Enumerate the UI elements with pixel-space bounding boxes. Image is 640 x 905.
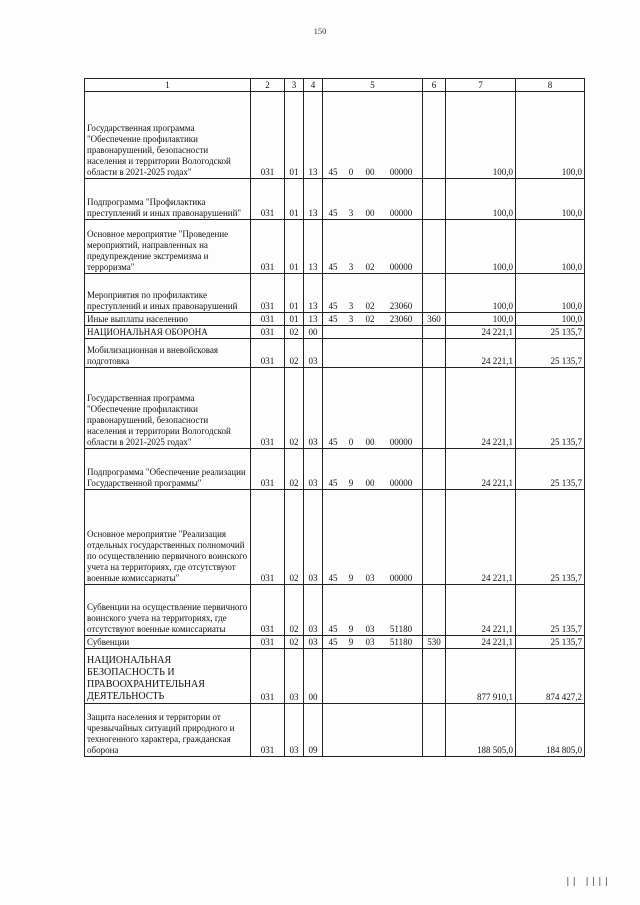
code-part-activity: 02 <box>365 314 375 324</box>
subsection-code-cell: 00 <box>304 326 323 339</box>
table-row <box>85 326 585 339</box>
code-part-program: 45 <box>328 301 338 311</box>
subsection-code-cell: 09 <box>304 704 323 757</box>
expense-type-cell <box>423 368 446 449</box>
admin-code-cell: 031 <box>251 490 285 585</box>
amount-year2-cell: 874 427,2 <box>516 649 585 704</box>
header-cell: 4 <box>304 79 323 92</box>
target-article-cell <box>323 490 423 585</box>
expense-type-cell: 360 <box>423 313 446 326</box>
code-part-program: 45 <box>328 167 338 177</box>
target-article-code <box>325 478 420 489</box>
amount-year1-cell: 24 221,1 <box>446 585 516 636</box>
code-part-activity: 00 <box>365 167 375 177</box>
target-article-cell <box>323 313 423 326</box>
code-part-subprogram: 0 <box>348 437 354 447</box>
amount-year2-cell: 25 135,7 <box>516 636 585 649</box>
code-part-activity: 02 <box>365 301 375 311</box>
row-name-cell: Государственная программа "Обеспечение профилактики правонарушений, безопасности населения и территории Вологодской области в 2021-2025 годах" <box>85 368 251 449</box>
section-code-cell: 02 <box>285 449 304 490</box>
amount-year2-cell: 25 135,7 <box>516 326 585 339</box>
code-part-direction: 00000 <box>389 437 413 447</box>
amount-year2-cell: 100,0 <box>516 179 585 220</box>
target-article-cell <box>323 179 423 220</box>
code-part-activity: 03 <box>365 624 375 634</box>
code-part-program: 45 <box>328 637 338 647</box>
amount-year1-cell: 188 505,0 <box>446 704 516 757</box>
subsection-code-cell: 03 <box>304 585 323 636</box>
section-code-cell: 02 <box>285 339 304 368</box>
row-name-cell: Подпрограмма "Обеспечение реализации Государственной программы" <box>85 449 251 490</box>
amount-year2-cell: 25 135,7 <box>516 585 585 636</box>
target-article-code <box>325 262 420 273</box>
expense-type-cell <box>423 179 446 220</box>
subsection-code-cell: 03 <box>304 449 323 490</box>
table-row <box>85 649 585 704</box>
amount-year1-cell: 24 221,1 <box>446 368 516 449</box>
code-part-subprogram: 3 <box>348 301 354 311</box>
header-cell: 2 <box>251 79 285 92</box>
code-part-direction: 23060 <box>389 314 413 324</box>
admin-code-cell: 031 <box>251 585 285 636</box>
row-name-cell: Основное мероприятие "Реализация отдельных государственных полномочий по осуществлению первичного воинского учета на территориях, где отсутствуют военные комиссариаты" <box>85 490 251 585</box>
header-cell: 8 <box>516 79 585 92</box>
expense-type-cell <box>423 220 446 274</box>
expense-type-cell <box>423 92 446 179</box>
code-part-direction: 51180 <box>389 624 413 634</box>
amount-year2-cell: 100,0 <box>516 92 585 179</box>
target-article-cell <box>323 326 423 339</box>
budget-table <box>84 78 585 757</box>
target-article-cell <box>323 649 423 704</box>
expense-type-cell <box>423 449 446 490</box>
amount-year1-cell: 100,0 <box>446 313 516 326</box>
code-part-direction: 00000 <box>389 478 413 488</box>
code-part-subprogram: 9 <box>348 637 354 647</box>
amount-year2-cell: 100,0 <box>516 313 585 326</box>
target-article-cell <box>323 368 423 449</box>
amount-year2-cell: 100,0 <box>516 220 585 274</box>
table-row <box>85 585 585 636</box>
admin-code-cell: 031 <box>251 326 285 339</box>
code-part-subprogram: 3 <box>348 208 354 218</box>
code-part-direction: 51180 <box>389 637 413 647</box>
section-code-cell: 01 <box>285 179 304 220</box>
target-article-cell <box>323 704 423 757</box>
subsection-code-cell: 00 <box>304 649 323 704</box>
admin-code-cell: 031 <box>251 313 285 326</box>
amount-year1-cell: 100,0 <box>446 274 516 313</box>
section-code-cell: 02 <box>285 490 304 585</box>
admin-code-cell: 031 <box>251 339 285 368</box>
subsection-code-cell: 03 <box>304 636 323 649</box>
target-article-cell <box>323 92 423 179</box>
table-row <box>85 368 585 449</box>
target-article-code <box>325 314 420 325</box>
table-row <box>85 179 585 220</box>
target-article-cell <box>323 339 423 368</box>
amount-year1-cell: 24 221,1 <box>446 326 516 339</box>
code-part-subprogram: 3 <box>348 314 354 324</box>
header-cell: 3 <box>285 79 304 92</box>
target-article-code <box>325 301 420 312</box>
table-row <box>85 274 585 313</box>
code-part-activity: 00 <box>365 208 375 218</box>
table-row <box>85 220 585 274</box>
page-number: 150 <box>313 26 327 36</box>
row-name-cell: Мобилизационная и вневойсковая подготовка <box>85 339 251 368</box>
expense-type-cell <box>423 649 446 704</box>
amount-year1-cell: 877 910,1 <box>446 649 516 704</box>
code-part-activity: 00 <box>365 478 375 488</box>
code-part-direction: 00000 <box>389 167 413 177</box>
expense-type-cell <box>423 339 446 368</box>
section-code-cell: 01 <box>285 274 304 313</box>
code-part-program: 45 <box>328 208 338 218</box>
code-part-activity: 00 <box>365 437 375 447</box>
admin-code-cell: 031 <box>251 368 285 449</box>
header-cell: 7 <box>446 79 516 92</box>
subsection-code-cell: 13 <box>304 274 323 313</box>
amount-year2-cell: 184 805,0 <box>516 704 585 757</box>
header-cell: 6 <box>423 79 446 92</box>
amount-year2-cell: 25 135,7 <box>516 449 585 490</box>
expense-type-cell <box>423 704 446 757</box>
table-row <box>85 92 585 179</box>
admin-code-cell: 031 <box>251 649 285 704</box>
subsection-code-cell: 13 <box>304 179 323 220</box>
code-part-program: 45 <box>328 437 338 447</box>
amount-year1-cell: 100,0 <box>446 220 516 274</box>
row-name-cell: Государственная программа "Обеспечение профилактики правонарушений, безопасности населения и территории Вологодской области в 2021-2025 годах" <box>85 92 251 179</box>
code-part-program: 45 <box>328 573 338 583</box>
row-name-cell: НАЦИОНАЛЬНАЯ ОБОРОНА <box>85 326 251 339</box>
code-part-program: 45 <box>328 314 338 324</box>
admin-code-cell: 031 <box>251 220 285 274</box>
subsection-code-cell: 13 <box>304 313 323 326</box>
subsection-code-cell: 03 <box>304 368 323 449</box>
row-name-cell: Субвенции на осуществление первичного воинского учета на территориях, где отсутствуют военные комиссариаты <box>85 585 251 636</box>
expense-type-cell <box>423 274 446 313</box>
admin-code-cell: 031 <box>251 179 285 220</box>
code-part-program: 45 <box>328 262 338 272</box>
amount-year1-cell: 24 221,1 <box>446 636 516 649</box>
section-code-cell: 02 <box>285 368 304 449</box>
amount-year1-cell: 24 221,1 <box>446 490 516 585</box>
scan-mark: || |||| <box>565 877 610 887</box>
code-part-activity: 03 <box>365 573 375 583</box>
amount-year2-cell: 25 135,7 <box>516 490 585 585</box>
section-code-cell: 02 <box>285 585 304 636</box>
section-code-cell: 03 <box>285 649 304 704</box>
target-article-cell <box>323 220 423 274</box>
amount-year2-cell: 25 135,7 <box>516 339 585 368</box>
table-row <box>85 704 585 757</box>
amount-year2-cell: 25 135,7 <box>516 368 585 449</box>
code-part-direction: 00000 <box>389 208 413 218</box>
amount-year1-cell: 24 221,1 <box>446 449 516 490</box>
amount-year1-cell: 24 221,1 <box>446 339 516 368</box>
code-part-activity: 02 <box>365 262 375 272</box>
amount-year2-cell: 100,0 <box>516 274 585 313</box>
target-article-code <box>325 208 420 219</box>
row-name-cell: Основное мероприятие "Проведение мероприятий, направленных на предупреждение экстремизма и терроризма" <box>85 220 251 274</box>
code-part-subprogram: 9 <box>348 573 354 583</box>
subsection-code-cell: 03 <box>304 339 323 368</box>
row-name-cell: Иные выплаты населению <box>85 313 251 326</box>
amount-year1-cell: 100,0 <box>446 179 516 220</box>
subsection-code-cell: 13 <box>304 220 323 274</box>
admin-code-cell: 031 <box>251 274 285 313</box>
section-code-cell: 03 <box>285 704 304 757</box>
section-code-cell: 02 <box>285 636 304 649</box>
target-article-code <box>325 573 420 584</box>
amount-year1-cell: 100,0 <box>446 92 516 179</box>
code-part-subprogram: 3 <box>348 262 354 272</box>
expense-type-cell <box>423 585 446 636</box>
table-row <box>85 313 585 326</box>
table-row <box>85 339 585 368</box>
table-header-row <box>85 79 585 92</box>
code-part-program: 45 <box>328 478 338 488</box>
admin-code-cell: 031 <box>251 92 285 179</box>
row-name-cell: Мероприятия по профилактике преступлений и иных правонарушений <box>85 274 251 313</box>
subsection-code-cell: 03 <box>304 490 323 585</box>
target-article-code <box>325 437 420 448</box>
expense-type-cell <box>423 490 446 585</box>
target-article-code <box>325 637 420 648</box>
section-code-cell: 01 <box>285 313 304 326</box>
admin-code-cell: 031 <box>251 704 285 757</box>
target-article-cell <box>323 274 423 313</box>
target-article-cell <box>323 449 423 490</box>
row-name-cell: Субвенции <box>85 636 251 649</box>
target-article-code <box>325 624 420 635</box>
code-part-direction: 23060 <box>389 301 413 311</box>
section-code-cell: 01 <box>285 92 304 179</box>
expense-type-cell: 530 <box>423 636 446 649</box>
section-code-cell: 01 <box>285 220 304 274</box>
target-article-code <box>325 167 420 178</box>
table-row <box>85 490 585 585</box>
header-cell: 5 <box>323 79 423 92</box>
table-row <box>85 449 585 490</box>
row-name-cell: Защита населения и территории от чрезвычайных ситуаций природного и техногенного характера, гражданская оборона <box>85 704 251 757</box>
code-part-subprogram: 0 <box>348 167 354 177</box>
code-part-direction: 00000 <box>389 573 413 583</box>
subsection-code-cell: 13 <box>304 92 323 179</box>
code-part-subprogram: 9 <box>348 624 354 634</box>
code-part-direction: 00000 <box>389 262 413 272</box>
section-code-cell: 02 <box>285 326 304 339</box>
row-name-cell: Подпрограмма "Профилактика преступлений и иных правонарушений" <box>85 179 251 220</box>
code-part-subprogram: 9 <box>348 478 354 488</box>
target-article-cell <box>323 585 423 636</box>
target-article-cell <box>323 636 423 649</box>
header-cell: 1 <box>85 79 251 92</box>
table-row <box>85 636 585 649</box>
row-name-cell: НАЦИОНАЛЬНАЯ БЕЗОПАСНОСТЬ И ПРАВООХРАНИТЕЛЬНАЯ ДЕЯТЕЛЬНОСТЬ <box>85 649 251 704</box>
code-part-activity: 03 <box>365 637 375 647</box>
admin-code-cell: 031 <box>251 449 285 490</box>
admin-code-cell: 031 <box>251 636 285 649</box>
code-part-program: 45 <box>328 624 338 634</box>
expense-type-cell <box>423 326 446 339</box>
